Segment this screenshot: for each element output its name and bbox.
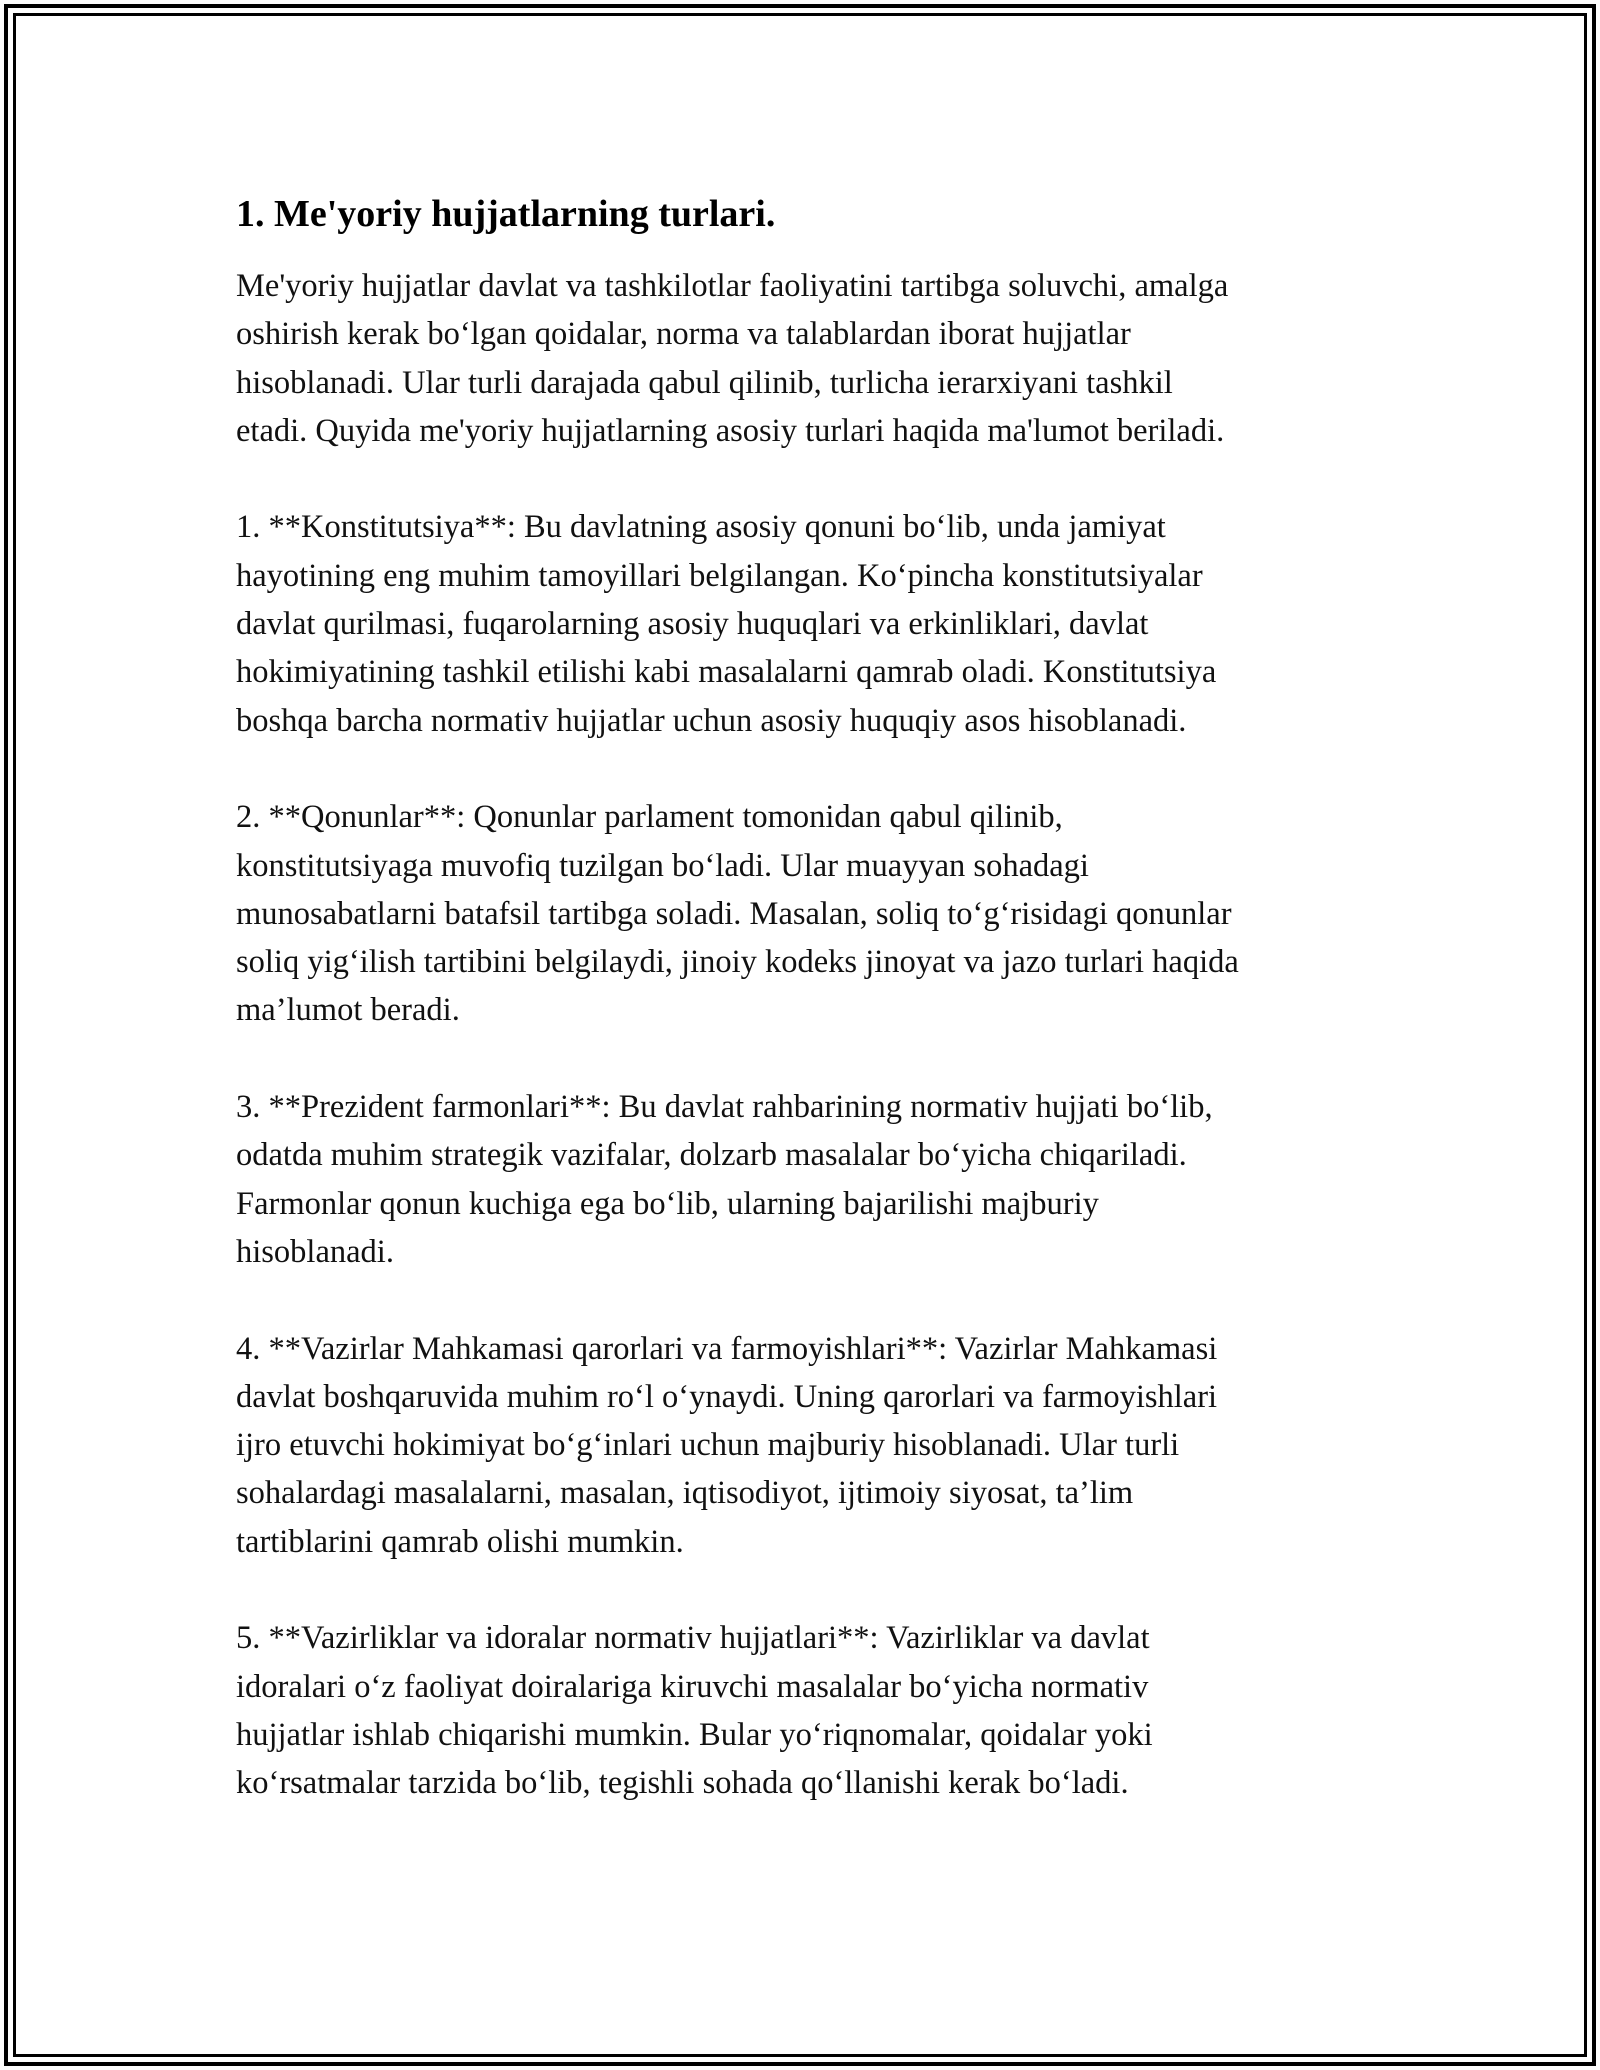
- intro-paragraph: Me'yoriy hujjatlar davlat va tashkilotlar faoliyatini tartibga soluvchi, amalga oshirish kerak bo‘lgan qoidalar, norma va talablardan iborat hujjatlar hisoblanadi. Ular turli darajada qabul qilinib, turlicha ierarxiyani tashkil etadi. Quyida me'yoriy hujjatlarning asosiy turlari haqida ma'lumot beriladi.: [236, 268, 1229, 449]
- document-body: [236, 186, 1386, 1808]
- paragraph-qonunlar: 2. **Qonunlar**: Qonunlar parlament tomonidan qabul qilinib, konstitutsiyaga muvofiq tuzilgan bo‘ladi. Ular muayyan sohadagi munosabatlarni batafsil tartibga soladi. Masalan, soliq to‘g‘risidagi qonunlar soliq yig‘ilish tartibini belgilaydi, jinoiy kodeks jinoyat va jazo turlari haqida ma’lumot beradi.: [236, 799, 1239, 1029]
- paragraph-vazirlar-mahkamasi: 4. **Vazirlar Mahkamasi qarorlari va farmoyishlari**: Vazirlar Mahkamasi davlat boshqaruvida muhim ro‘l o‘ynaydi. Uning qarorlari va farmoyishlari ijro etuvchi hokimiyat bo‘g‘inlari uchun majburiy hisoblanadi. Ular turli sohalardagi masalalarni, masalan, iqtisodiyot, ijtimoiy siyosat, ta’lim tartiblarini qamrab olishi mumkin.: [236, 1330, 1218, 1560]
- paragraph-konstitutsiya: 1. **Konstitutsiya**: Bu davlatning asosiy qonuni bo‘lib, unda jamiyat hayotining eng muhim tamoyillari belgilangan. Ko‘pincha konstitutsiyalar davlat qurilmasi, fuqarolarning asosiy huquqlari va erkinliklari, davlat hokimiyatining tashkil etilishi kabi masalalarni qamrab oladi. Konstitutsiya boshqa barcha normativ hujjatlar uchun asosiy huquqiy asos hisoblanadi.: [236, 509, 1217, 739]
- document-title: 1. Me'yoriy hujjatlarning turlari.: [236, 193, 776, 235]
- paragraph-prezident-farmonlari: 3. **Prezident farmonlari**: Bu davlat rahbarining normativ hujjati bo‘lib, odatda muhim strategik vazifalar, dolzarb masalalar bo‘yicha chiqariladi. Farmonlar qonun kuchiga ega bo‘lib, ularning bajarilishi majburiy hisoblanadi.: [236, 1089, 1213, 1270]
- paragraph-vazirliklar-idoralar: 5. **Vazirliklar va idoralar normativ hujjatlari**: Vazirliklar va davlat idoralari o‘z faoliyat doiralariga kiruvchi masalalar bo‘yicha normativ hujjatlar ishlab chiqarishi mumkin. Bular yo‘riqnomalar, qoidalar yoki ko‘rsatmalar tarzida bo‘lib, tegishli sohada qo‘llanishi kerak bo‘ladi.: [236, 1620, 1153, 1802]
